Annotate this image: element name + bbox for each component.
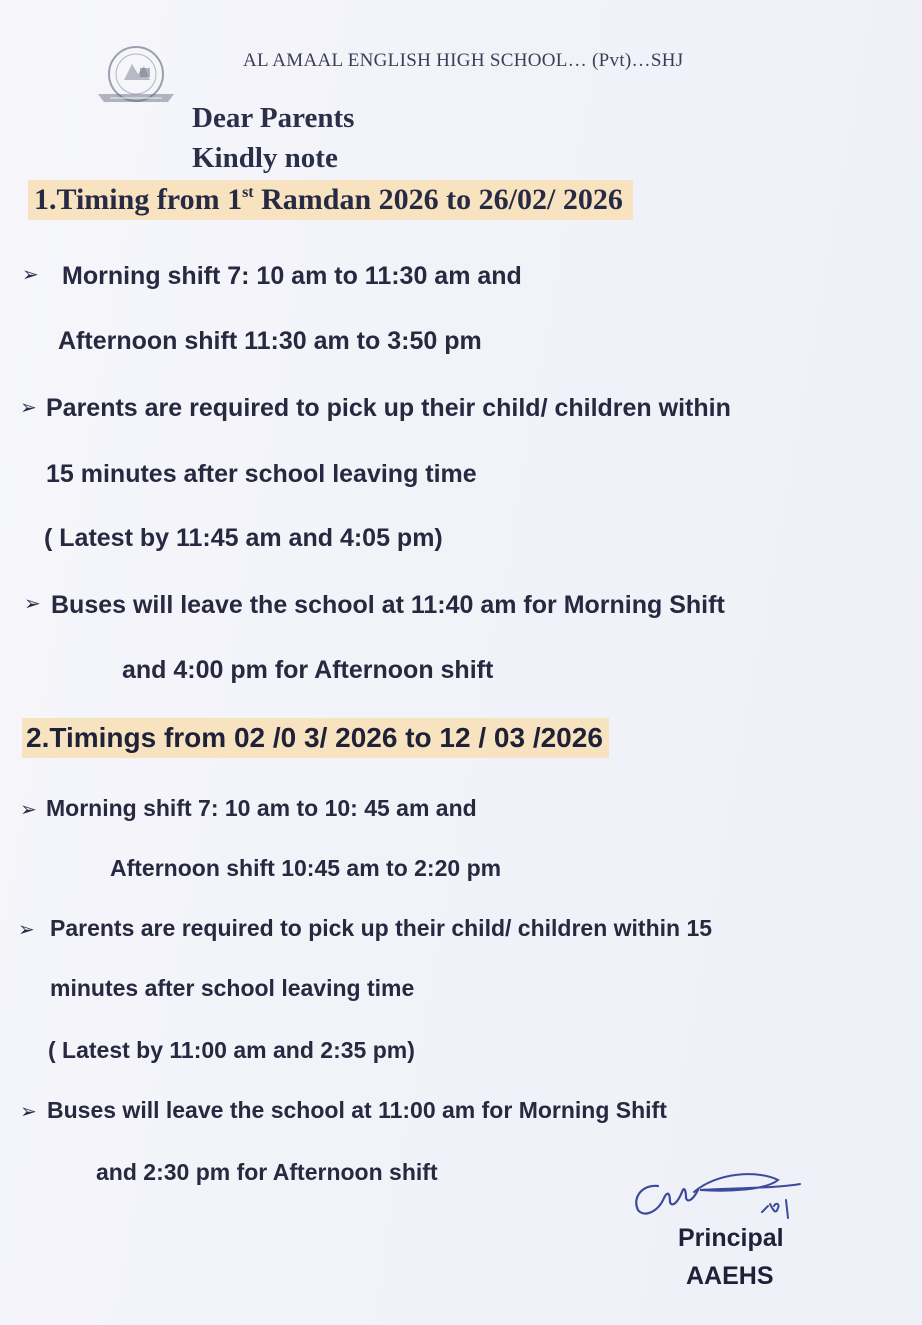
- s2-latest-pickup: ( Latest by 11:00 am and 2:35 pm): [48, 1037, 415, 1063]
- section-1-suffix: Ramdan 2026 to 26/02/ 2026: [253, 183, 623, 216]
- school-logo: [92, 44, 180, 112]
- signatory-org: AAEHS: [686, 1262, 774, 1290]
- bullet-icon: ➢: [22, 264, 39, 286]
- bullet-icon: ➢: [18, 919, 35, 941]
- bullet-icon: ➢: [20, 799, 37, 821]
- s1-morning-shift: Morning shift 7: 10 am to 11:30 am and: [62, 262, 522, 290]
- s1-pickup-line-1: Parents are required to pick up their child/ children within: [46, 394, 731, 422]
- s2-pickup-line-1: Parents are required to pick up their child/ children within 15: [50, 915, 713, 941]
- bullet-icon: ➢: [20, 397, 37, 419]
- s1-pickup-line-2: 15 minutes after school leaving time: [46, 460, 477, 488]
- s1-bus-line-1: Buses will leave the school at 11:40 am for Morning Shift: [51, 591, 725, 619]
- s1-afternoon-shift: Afternoon shift 11:30 am to 3:50 pm: [58, 327, 482, 355]
- s2-pickup-line-2: minutes after school leaving time: [50, 975, 415, 1001]
- bullet-icon: ➢: [24, 593, 41, 615]
- s2-afternoon-shift: Afternoon shift 10:45 am to 2:20 pm: [110, 855, 502, 881]
- bullet-icon: ➢: [20, 1101, 37, 1123]
- section-1-superscript: st: [242, 184, 254, 201]
- section-1-heading: [28, 180, 633, 220]
- kindly-note: Kindly note: [192, 142, 338, 174]
- s1-bus-line-2: and 4:00 pm for Afternoon shift: [122, 656, 494, 684]
- s2-bus-line-1: Buses will leave the school at 11:00 am for Morning Shift: [47, 1097, 667, 1123]
- s2-morning-shift: Morning shift 7: 10 am to 10: 45 am and: [46, 795, 477, 821]
- s2-bus-line-2: and 2:30 pm for Afternoon shift: [96, 1159, 438, 1185]
- signatory-title: Principal: [678, 1224, 784, 1252]
- greeting: Dear Parents: [192, 102, 355, 134]
- section-2-heading: 2.Timings from 02 /0 3/ 2026 to 12 / 03 /2026: [22, 718, 609, 758]
- school-name: AL AMAAL ENGLISH HIGH SCHOOL… (Pvt)…SHJ: [243, 50, 684, 71]
- s1-latest-pickup: ( Latest by 11:45 am and 4:05 pm): [44, 524, 443, 552]
- section-1-prefix: 1.Timing from 1: [34, 183, 243, 216]
